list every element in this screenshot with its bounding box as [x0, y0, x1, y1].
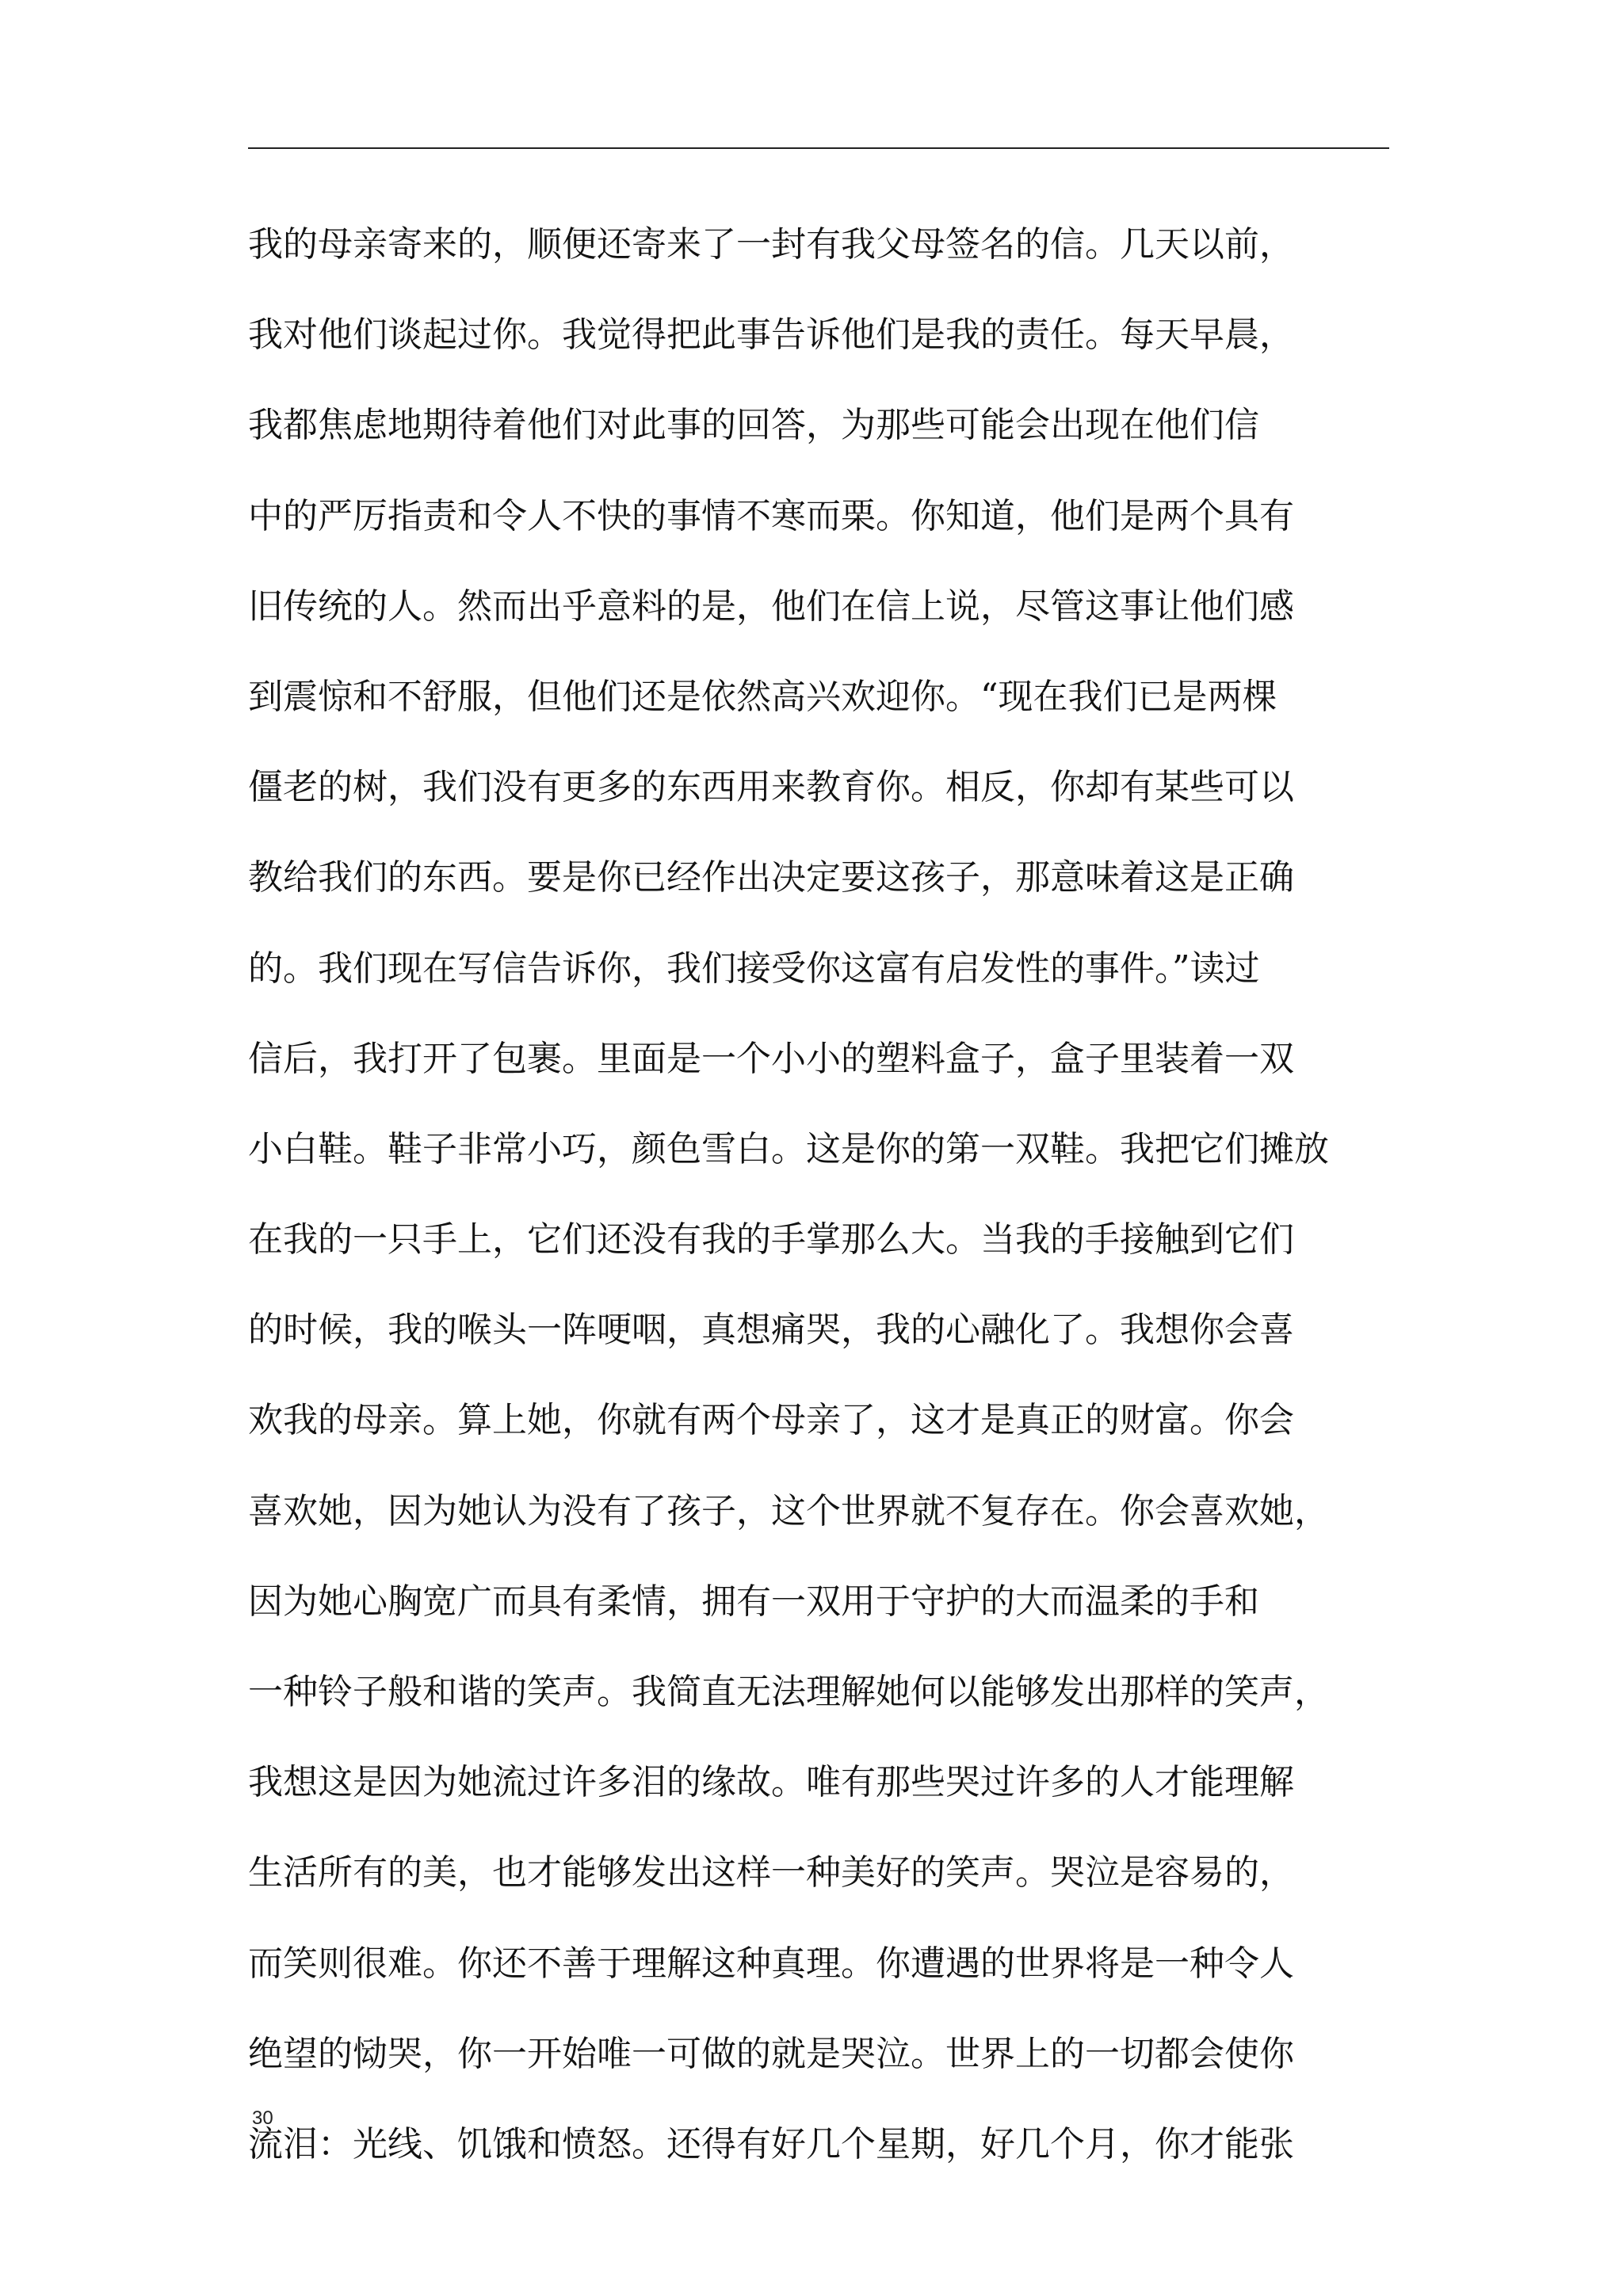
body-text [248, 200, 1393, 2190]
text-line: 我的母亲寄来的，顺便还寄来了一封有我父母签名的信。几天以前， [248, 224, 1294, 265]
text-line: 旧传统的人。然而出乎意料的是，他们在信上说，尽管这事让他们感 [248, 585, 1294, 627]
text-line: 而笑则很难。你还不善于理解这种真理。你遭遇的世界将是一种令人 [248, 1943, 1294, 1984]
text-line: 我都焦虑地期待着他们对此事的回答，为那些可能会出现在他们信 [248, 405, 1259, 446]
text-line: 小白鞋。鞋子非常小巧，颜色雪白。这是你的第一双鞋。我把它们摊放 [248, 1128, 1329, 1169]
text-line: 信后，我打开了包裹。里面是一个小小的塑料盒子，盒子里装着一双 [248, 1038, 1294, 1079]
text-line: 的时候，我的喉头一阵哽咽，真想痛哭，我的心融化了。我想你会喜 [248, 1310, 1294, 1351]
text-line: 欢我的母亲。算上她，你就有两个母亲了，这才是真正的财富。你会 [248, 1400, 1294, 1441]
text-line: 的。我们现在写信告诉你，我们接受你这富有启发性的事件。”读过 [248, 948, 1260, 989]
text-line: 我想这是因为她流过许多泪的缘故。唯有那些哭过许多的人才能理解 [248, 1762, 1294, 1803]
text-line: 一种铃子般和谐的笑声。我简直无法理解她何以能够发出那样的笑声， [248, 1672, 1329, 1712]
text-line: 喜欢她，因为她认为没有了孩子，这个世界就不复存在。你会喜欢她， [248, 1490, 1329, 1531]
text-line: 绝望的恸哭，你一开始唯一可做的就是哭泣。世界上的一切都会使你 [248, 2033, 1294, 2074]
header-rule [248, 147, 1389, 149]
text-line: 生活所有的美，也才能够发出这样一种美好的笑声。哭泣是容易的， [248, 1852, 1294, 1894]
text-line: 在我的一只手上，它们还没有我的手掌那么大。当我的手接触到它们 [248, 1219, 1294, 1261]
text-line: 我对他们谈起过你。我觉得把此事告诉他们是我的责任。每天早晨， [248, 315, 1294, 356]
text-line: 因为她心胸宽广而具有柔情，拥有一双用于守护的大而温柔的手和 [248, 1581, 1259, 1622]
text-line: 中的严厉指责和令人不快的事情不寒而栗。你知道，他们是两个具有 [248, 495, 1294, 536]
page-number: 30 [252, 2107, 273, 2129]
text-line: 教给我们的东西。要是你已经作出决定要这孩子，那意味着这是正确 [248, 857, 1294, 898]
text-line: 到震惊和不舒服，但他们还是依然高兴欢迎你。“现在我们已是两棵 [248, 676, 1277, 717]
text-line: 流泪：光线、饥饿和愤怒。还得有好几个星期，好几个月，你才能张 [248, 2123, 1294, 2164]
text-line: 僵老的树，我们没有更多的东西用来教育你。相反，你却有某些可以 [248, 767, 1294, 808]
